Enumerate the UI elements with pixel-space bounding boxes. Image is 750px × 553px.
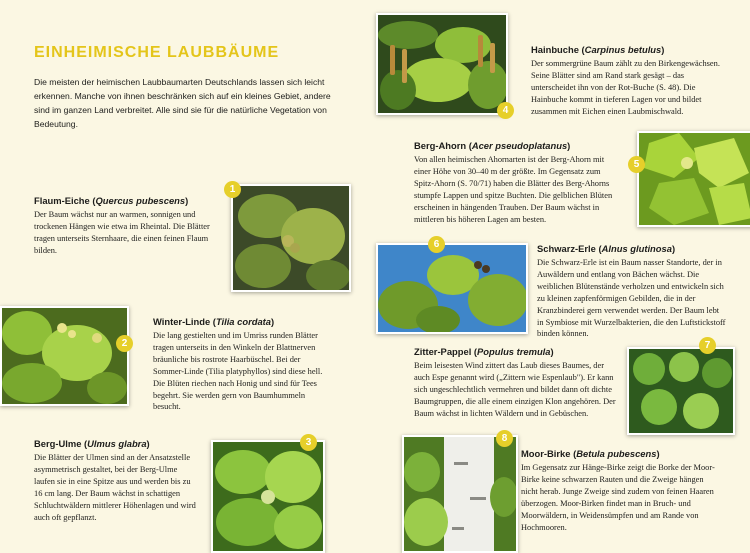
badge-2: 2 [116,335,133,352]
tree-latin: Quercus pubescens [95,195,186,206]
winter-linde-illustration [2,308,127,404]
tree-description: Der Baum wächst nur an warmen, sonnigen und trockenen Hängen wie etwa im Rheintal. Die Blätter tragen unterseits Sternhaare, die einen feinen Flaum bilden. [34,210,210,255]
entry-berg-ahorn [414,140,620,225]
badge-4: 4 [497,102,514,119]
entry-heading: Zitter-Pappel (Populus tremula) [414,346,554,357]
tree-description: Die Blätter der Ulmen sind an der Ansatzstelle asymmetrisch gestaltet, bei der Berg-Ulme laufen sie in eine Spitze aus und werden bis zu 16 cm lang. Der Baum wächst in schattigen Schluchtwäldern mittlerer Höhenlagen und wird auch oft gepflanzt. [34,453,196,522]
tree-latin: Alnus glutinosa [601,243,672,254]
berg-ulme-illustration [213,442,323,551]
flaum-eiche-photo [231,184,351,292]
tree-latin: Tilia cordata [215,316,271,327]
entry-berg-ulme [34,438,196,523]
schwarz-erle-photo [376,243,528,334]
zitter-pappel-illustration [629,349,733,433]
tree-latin: Populus tremula [477,346,551,357]
entry-flaum-eiche [34,195,230,257]
hainbuche-illustration [378,15,506,113]
entry-heading: Berg-Ulme (Ulmus glabra) [34,438,150,449]
zitter-pappel-photo [627,347,735,435]
tree-name: Hainbuche [531,44,579,55]
badge-5: 5 [628,156,645,173]
badge-7: 7 [699,337,716,354]
tree-description: Die lang gestielten und im Umriss runden Blätter tragen unterseits in den Winkeln der Blattnerven bräunliche bis rostrote Haarbüschel. Bei der Sommer-Linde (Tilia platyphyllos) sind diese hell. Die Blüten riechen nach Honig und sind für Tees begehrt. Sie werden gern von Baumhummeln besucht. [153,331,323,412]
flaum-eiche-illustration [233,186,349,290]
tree-name: Winter-Linde [153,316,211,327]
entry-heading: Winter-Linde (Tilia cordata) [153,316,275,327]
schwarz-erle-illustration [378,245,526,332]
tree-latin: Betula pubescens [576,448,657,459]
tree-name: Berg-Ulme [34,438,82,449]
hainbuche-photo [376,13,508,115]
moor-birke-photo [402,435,518,553]
berg-ahorn-photo [637,131,750,227]
tree-description: Beim leisesten Wind zittert das Laub dieses Baumes, der auch Espe genannt wird („Zittern wie Espenlaub"). Er kann sich ungeschlechtlich vermehren und bildet dann oft dichte Baumgruppen, die alle einem einzigen Klon angehören. Der Baum wächst in lichten Wäldern und in Gebüschen. [414,361,616,418]
entry-hainbuche [531,44,721,118]
entry-winter-linde [153,316,326,413]
winter-linde-photo [0,306,129,406]
tree-latin: Acer pseudoplatanus [471,140,568,151]
entry-zitter-pappel [414,346,619,420]
entry-heading: Hainbuche (Carpinus betulus) [531,44,665,55]
tree-name: Schwarz-Erle [537,243,596,254]
tree-description: Die Schwarz-Erle ist ein Baum nasser Standorte, der in Auwäldern und entlang von Bächen wächst. Die weiblichen Blütenstände verholzen und entwickeln sich zu kleinen zapfenförmigen Gebilden, die in der Kranzbinderei gern verwendet werden. Der Baum lebt in Symbiose mit Wurzelbakterien, die den Luftstickstoff binden können. [537,258,726,339]
badge-1: 1 [224,181,241,198]
tree-latin: Ulmus glabra [87,438,147,449]
entry-moor-birke [521,448,721,533]
intro-text: Die meisten der heimischen Laubbaumarten Deutschlands lassen sich leicht erkennen. Manche von ihnen beschränken sich auf ein kleines Gebiet, andere sind im ganzen Land verbreitet. Alle sind sie für die natürliche Vegetation von Bedeutung. [34,77,331,129]
berg-ahorn-illustration [639,133,750,225]
tree-description: Im Gegensatz zur Hänge-Birke zeigt die Borke der Moor-Birke keine schwarzen Rauten und die Zweige hängen nicht herab. Junge Zweige sind zudem von feinen Haaren überzogen. Moor-Birken findet man in Bruch- und Moorwäldern, in Weidensümpfen und am Rande von Hochmooren. [521,463,715,532]
tree-latin: Carpinus betulus [584,44,662,55]
entry-heading: Flaum-Eiche (Quercus pubescens) [34,195,189,206]
badge-6: 6 [428,236,445,253]
berg-ulme-photo [211,440,325,553]
badge-8: 8 [496,430,513,447]
entry-heading: Berg-Ahorn (Acer pseudoplatanus) [414,140,571,151]
moor-birke-illustration [404,437,516,551]
page-title: EINHEIMISCHE LAUBBÄUME [34,44,280,61]
tree-name: Zitter-Pappel [414,346,472,357]
entry-heading: Moor-Birke (Betula pubescens) [521,448,660,459]
badge-3: 3 [300,434,317,451]
tree-name: Berg-Ahorn [414,140,467,151]
tree-description: Der sommergrüne Baum zählt zu den Birkengewächsen. Seine Blätter sind am Rand stark gesägt – das unterscheidet ihn von der Rot-Buche (S. 48). Die Hainbuche kommt in tieferen Lagen vor und bildet zusammen mit Eichen einen Laubmischwald. [531,59,720,116]
tree-name: Moor-Birke [521,448,571,459]
entry-schwarz-erle [537,243,727,340]
entry-heading: Schwarz-Erle (Alnus glutinosa) [537,243,676,254]
tree-name: Flaum-Eiche [34,195,90,206]
tree-description: Von allen heimischen Ahornarten ist der Berg-Ahorn mit einer Höhe von 30–40 m der größte. Im Gegensatz zum Spitz-Ahorn (S. 70/71) haben die Blätter des Berg-Ahorns stumpfe Lappen und spitze Buchten. Die gelblichen Blüten erscheinen in hängenden Trauben. Der Baum wächst in mittleren bis höheren Lagen am besten. [414,155,613,224]
